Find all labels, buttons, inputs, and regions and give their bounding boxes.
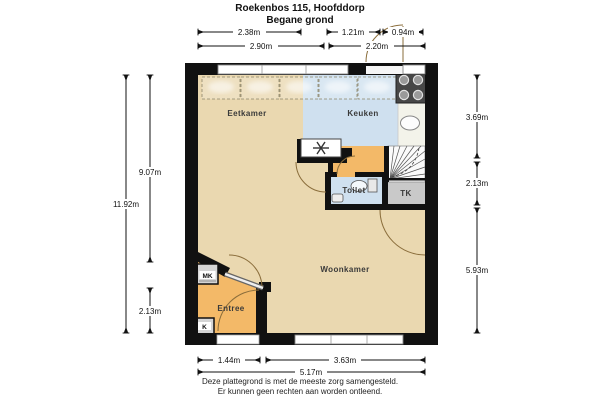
staircase [388, 146, 425, 182]
floor-subtitle: Begane grond [266, 15, 334, 26]
address-title: Roekenbos 115, Hoofddorp [235, 3, 365, 14]
disclaimer-line1: Deze plattegrond is met de meeste zorg samengesteld. [201, 377, 399, 386]
dim-bottom-517: 5.17m [299, 368, 323, 377]
dim-top-121: 1.21m [341, 28, 365, 37]
dim-left-1192: 11.92m [112, 200, 140, 209]
window-top-left [218, 65, 348, 74]
front-door-opening [217, 335, 259, 344]
dim-top-220: 2.20m [365, 42, 389, 51]
kitchen-door-opening [366, 66, 403, 74]
disclaimer-line2: Er kunnen geen rechten aan worden ontleend. [217, 387, 383, 396]
stove-icon [396, 71, 426, 103]
entree-label: Entree [217, 304, 245, 313]
skylight-zone [202, 77, 398, 99]
mk-label: MK [202, 273, 213, 280]
tk-label: TK [400, 189, 412, 198]
window-top-right [403, 65, 425, 74]
toilet-label: Toilet [342, 186, 366, 195]
k-label: K [202, 324, 207, 331]
page-title [0, 3, 600, 27]
dim-top-290: 2.90m [249, 42, 273, 51]
dim-right-593: 5.93m [465, 266, 489, 275]
dim-top-094: 0.94m [391, 28, 415, 37]
dim-left-213: 2.13m [138, 307, 162, 316]
dim-left-907: 9.07m [138, 168, 162, 177]
sink-icon [401, 116, 420, 130]
dim-right-213: 2.13m [465, 179, 489, 188]
ventilation-unit [301, 139, 341, 157]
hand-basin-icon [332, 194, 343, 202]
dim-right-369: 3.69m [465, 113, 489, 122]
toilet-door-opening [337, 172, 355, 177]
window-bottom [295, 335, 403, 344]
woonkamer-label: Woonkamer [320, 265, 370, 274]
dim-bottom-144: 1.44m [217, 356, 241, 365]
dim-bottom-363: 3.63m [333, 356, 357, 365]
disclaimer [0, 377, 600, 397]
eetkamer-label: Eetkamer [227, 109, 267, 118]
keuken-label: Keuken [347, 109, 379, 118]
dim-top-238: 2.38m [237, 28, 261, 37]
